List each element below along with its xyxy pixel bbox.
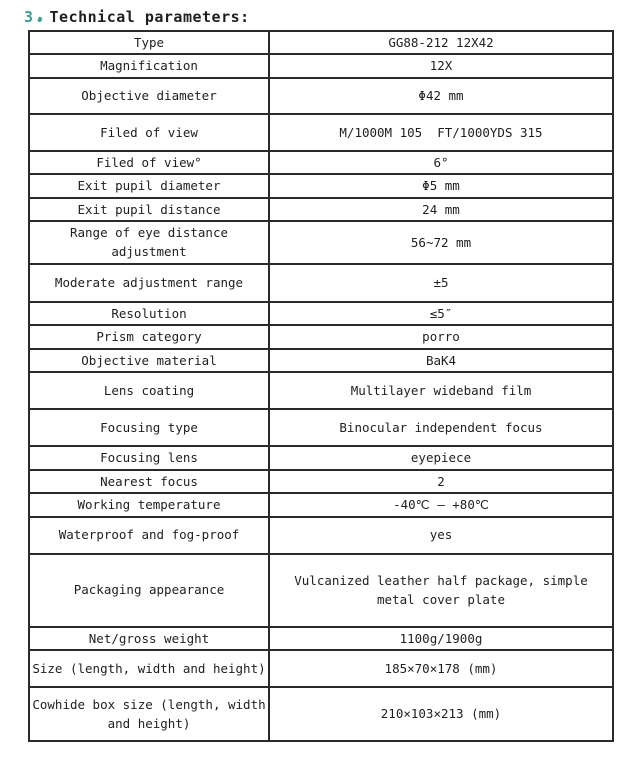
document-page [0,8,621,758]
table-row [29,349,613,372]
table-row [29,198,613,221]
param-value: yes [269,517,613,554]
table-row [29,54,613,77]
param-value: porro [269,325,613,349]
param-label: Cowhide box size (length, width and height) [29,687,269,741]
param-value: 6° [269,151,613,174]
param-value: ±5 [269,264,613,302]
table-row [29,627,613,650]
param-label: Type [29,31,269,54]
param-value: 56~72 mm [269,221,613,264]
section-title-text: Technical parameters: [49,8,250,26]
param-label: Range of eye distance adjustment [29,221,269,264]
param-label: Net/gross weight [29,627,269,650]
param-value: 12X [269,54,613,77]
param-value: Vulcanized leather half package, simple metal cover plate [269,554,613,627]
param-label: Working temperature [29,493,269,516]
param-value: Binocular independent focus [269,409,613,446]
ideographic-comma-icon [37,16,42,22]
spec-table-body [29,31,613,741]
param-value: 1100g/1900g [269,627,613,650]
param-label: Focusing lens [29,446,269,469]
section-title [24,8,621,26]
table-row [29,687,613,741]
table-row [29,493,613,516]
param-label: Exit pupil distance [29,198,269,221]
param-value: Φ42 mm [269,78,613,114]
param-value: eyepiece [269,446,613,469]
section-number-text: 3 [24,8,34,26]
param-value: 210×103×213 (mm) [269,687,613,741]
param-label: Exit pupil diameter [29,174,269,197]
table-row [29,517,613,554]
param-value: ≤5″ [269,302,613,325]
param-value: 24 mm [269,198,613,221]
param-label: Filed of view° [29,151,269,174]
param-value: 2 [269,470,613,493]
table-row [29,446,613,469]
table-row [29,554,613,627]
param-label: Filed of view [29,114,269,151]
param-label: Prism category [29,325,269,349]
param-value: -40℃ — +80℃ [269,493,613,516]
table-row [29,264,613,302]
table-row [29,78,613,114]
table-row [29,221,613,264]
param-label: Magnification [29,54,269,77]
table-row [29,114,613,151]
param-value: GG88-212 12X42 [269,31,613,54]
table-row [29,470,613,493]
table-row [29,650,613,687]
param-value: 185×70×178 (mm) [269,650,613,687]
param-label: Nearest focus [29,470,269,493]
table-row [29,151,613,174]
param-value: Φ5 mm [269,174,613,197]
param-label: Resolution [29,302,269,325]
param-label: Waterproof and fog-proof [29,517,269,554]
table-row [29,325,613,349]
param-value: M/1000M 105 FT/1000YDS 315 [269,114,613,151]
table-row [29,174,613,197]
param-label: Objective material [29,349,269,372]
table-row [29,409,613,446]
param-label: Packaging appearance [29,554,269,627]
table-row [29,372,613,409]
param-label: Moderate adjustment range [29,264,269,302]
section-number [24,8,50,26]
param-value: Multilayer wideband film [269,372,613,409]
param-label: Lens coating [29,372,269,409]
table-row [29,31,613,54]
param-label: Focusing type [29,409,269,446]
spec-table [28,30,614,742]
param-value: BaK4 [269,349,613,372]
param-label: Size (length, width and height) [29,650,269,687]
param-label: Objective diameter [29,78,269,114]
table-row [29,302,613,325]
